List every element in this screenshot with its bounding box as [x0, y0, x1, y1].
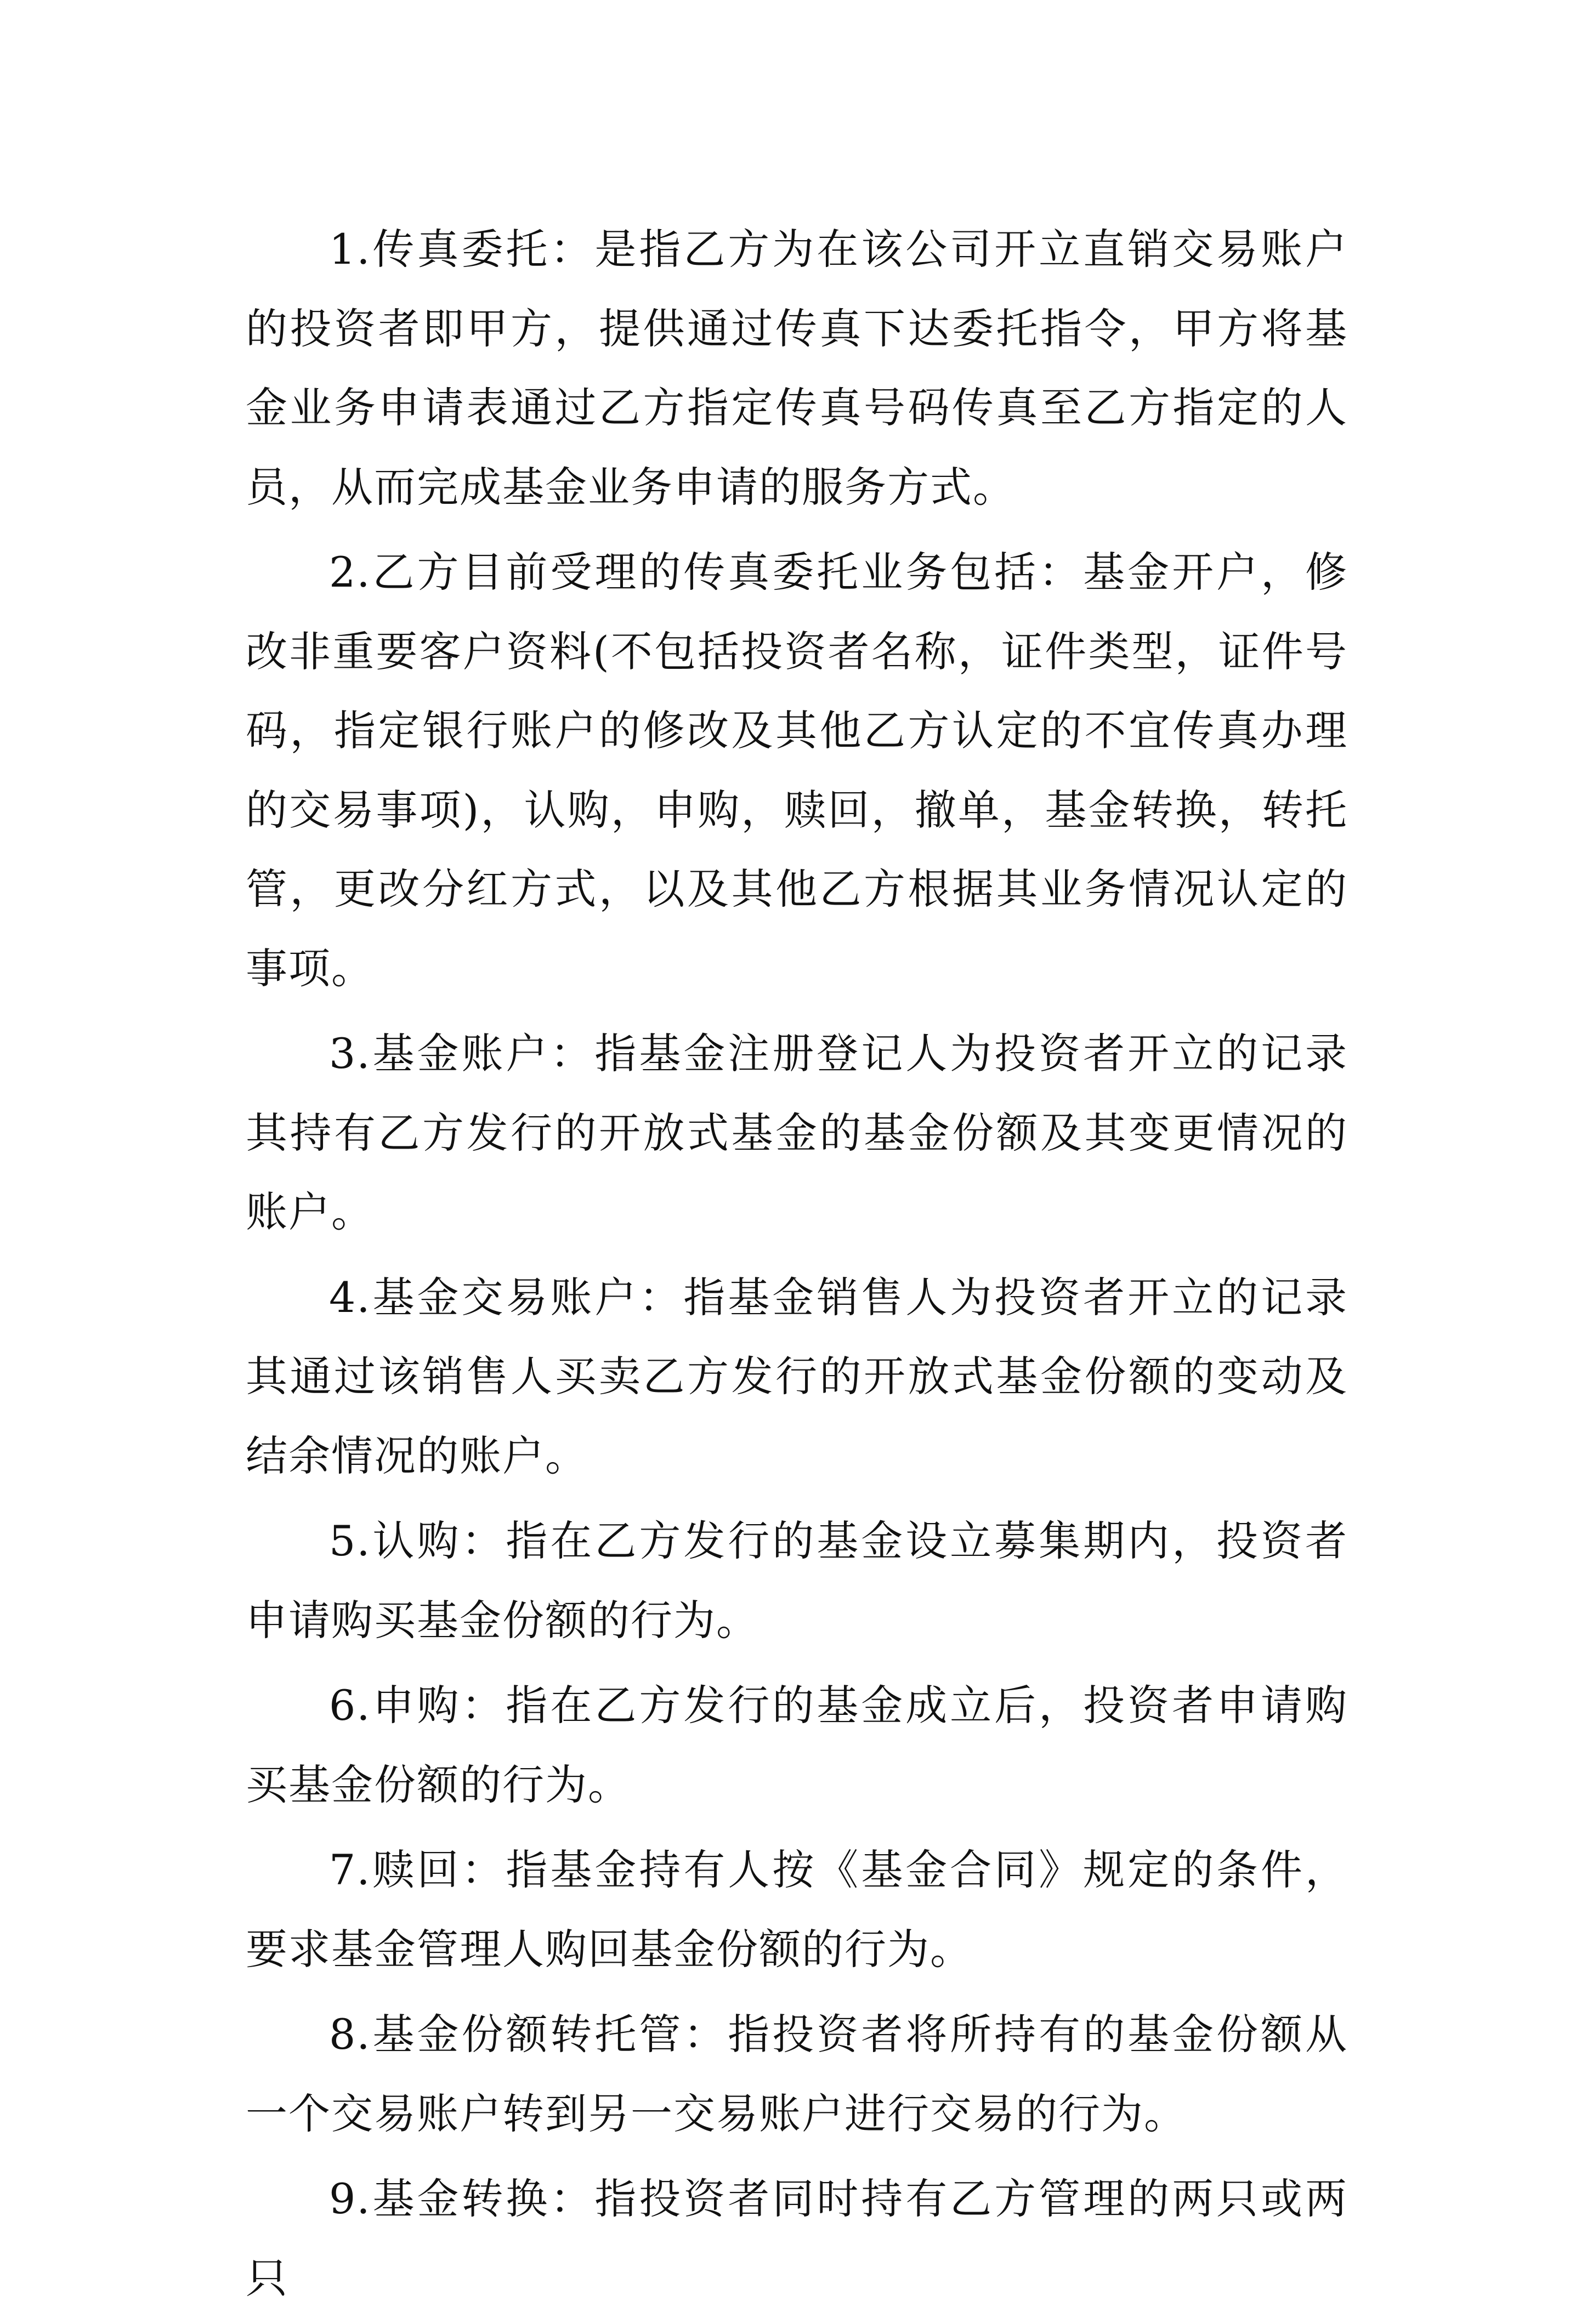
paragraph-fund-trading-account: 4.基金交易账户：指基金销售人为投资者开立的记录其通过该销售人买卖乙方发行的开放式基金份额的变动及结余情况的账户。: [246, 1272, 1348, 1480]
paragraph-purchase: 6.申购：指在乙方发行的基金成立后，投资者申请购买基金份额的行为。: [246, 1681, 1348, 1809]
paragraph-fax-services-scope: 2.乙方目前受理的传真委托业务包括：基金开户，修改非重要客户资料(不包括投资者名称，证件类型，证件号码，指定银行账户的修改及其他乙方认定的不宜传真办理的交易事项)，认购，申购，赎回，撤单，基金转换，转托管，更改分红方式，以及其他乙方根据其业务情况认定的事项。: [246, 548, 1348, 993]
paragraph-redemption: 7.赎回：指基金持有人按《基金合同》规定的条件，要求基金管理人购回基金份额的行为。: [246, 1845, 1348, 1974]
paragraph-fund-conversion: 9.基金转换：指投资者同时持有乙方管理的两只或两只: [246, 2174, 1348, 2303]
paragraph-fax-entrustment: 1.传真委托：是指乙方为在该公司开立直销交易账户的投资者即甲方，提供通过传真下达委托指令，甲方将基金业务申请表通过乙方指定传真号码传真至乙方指定的人员，从而完成基金业务申请的服务方式。: [246, 225, 1348, 512]
paragraph-fund-account: 3.基金账户：指基金注册登记人为投资者开立的记录其持有乙方发行的开放式基金的基金份额及其变更情况的账户。: [246, 1029, 1348, 1236]
paragraph-subscription: 5.认购：指在乙方发行的基金设立募集期内，投资者申请购买基金份额的行为。: [246, 1516, 1348, 1645]
document-body: [246, 210, 1348, 2324]
paragraph-custody-transfer: 8.基金份额转托管：指投资者将所持有的基金份额从一个交易账户转到另一交易账户进行交易的行为。: [246, 2010, 1348, 2138]
